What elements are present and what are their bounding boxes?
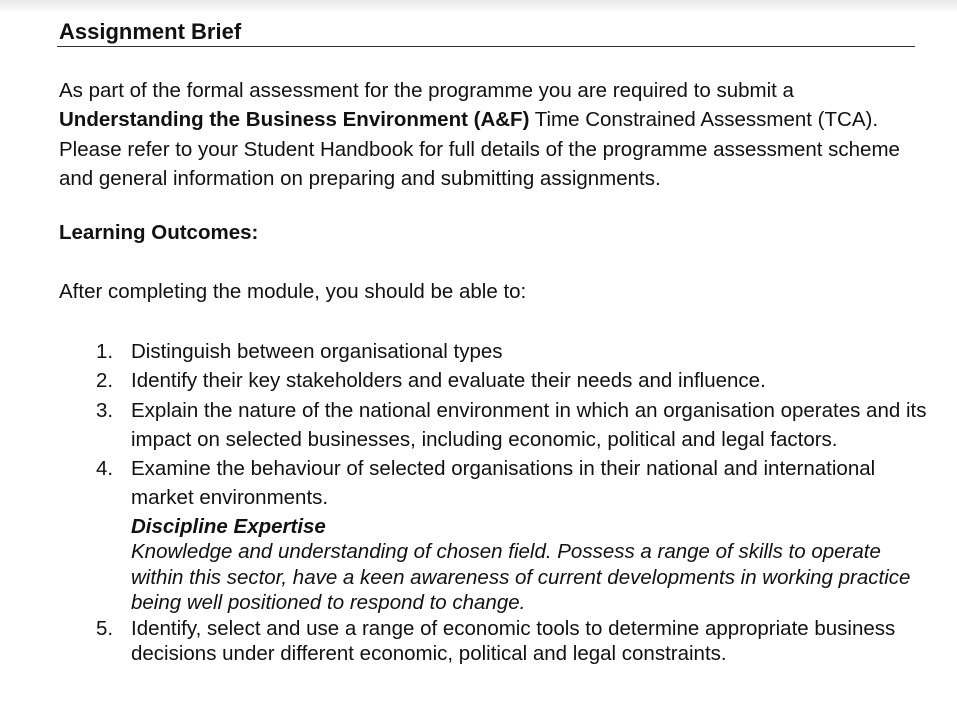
discipline-expertise-title: Discipline Expertise <box>131 514 326 538</box>
list-item-number: 5. <box>96 616 114 640</box>
list-item-text: Identify, select and use a range of economic tools to determine appropriate business decisions under different economic, political and legal constraints. <box>131 616 896 666</box>
list-item <box>0 366 957 395</box>
list-item <box>0 337 957 366</box>
module-title: Understanding the Business Environment (A&F) <box>59 108 530 132</box>
learning-outcomes-intro: After completing the module, you should be able to: <box>59 280 527 303</box>
list-item-number: 2. <box>96 369 114 393</box>
list-item-text: Explain the nature of the national environment in which an organisation operates and its impact on selected businesses, including economic, political and legal factors. <box>131 398 927 451</box>
assignment-brief-heading: Assignment Brief <box>59 19 242 44</box>
list-item-number: 3. <box>96 398 114 422</box>
list-item-number: 1. <box>96 340 114 363</box>
learning-outcomes-heading: Learning Outcomes: <box>59 221 259 244</box>
list-item-text: Examine the behaviour of selected organisations in their national and international market environments. <box>131 457 876 510</box>
learning-outcomes-list <box>0 337 957 667</box>
brief-paragraph <box>59 76 939 194</box>
list-item-text: Identify their key stakeholders and evaluate their needs and influence. <box>131 369 766 393</box>
list-item-text: Distinguish between organisational types <box>131 340 503 363</box>
discipline-expertise-text: Knowledge and understanding of chosen field. Possess a range of skills to operate within this sector, have a keen awareness of current developments in working practice being well positioned to respond to change. <box>131 540 911 615</box>
list-item <box>0 454 957 616</box>
list-item-number: 4. <box>96 457 114 481</box>
brief-text-part1: As part of the formal assessment for the programme you are required to submit a <box>59 79 794 102</box>
heading-divider <box>57 46 915 47</box>
discipline-expertise-block <box>131 513 911 616</box>
brief-text-part2: Time Constrained Assessment (TCA). Please refer to your Student Handbook for full details of the programme assessment scheme and general information on preparing and submitting assignments. <box>59 108 900 191</box>
list-item <box>0 616 957 667</box>
list-item <box>0 396 957 455</box>
